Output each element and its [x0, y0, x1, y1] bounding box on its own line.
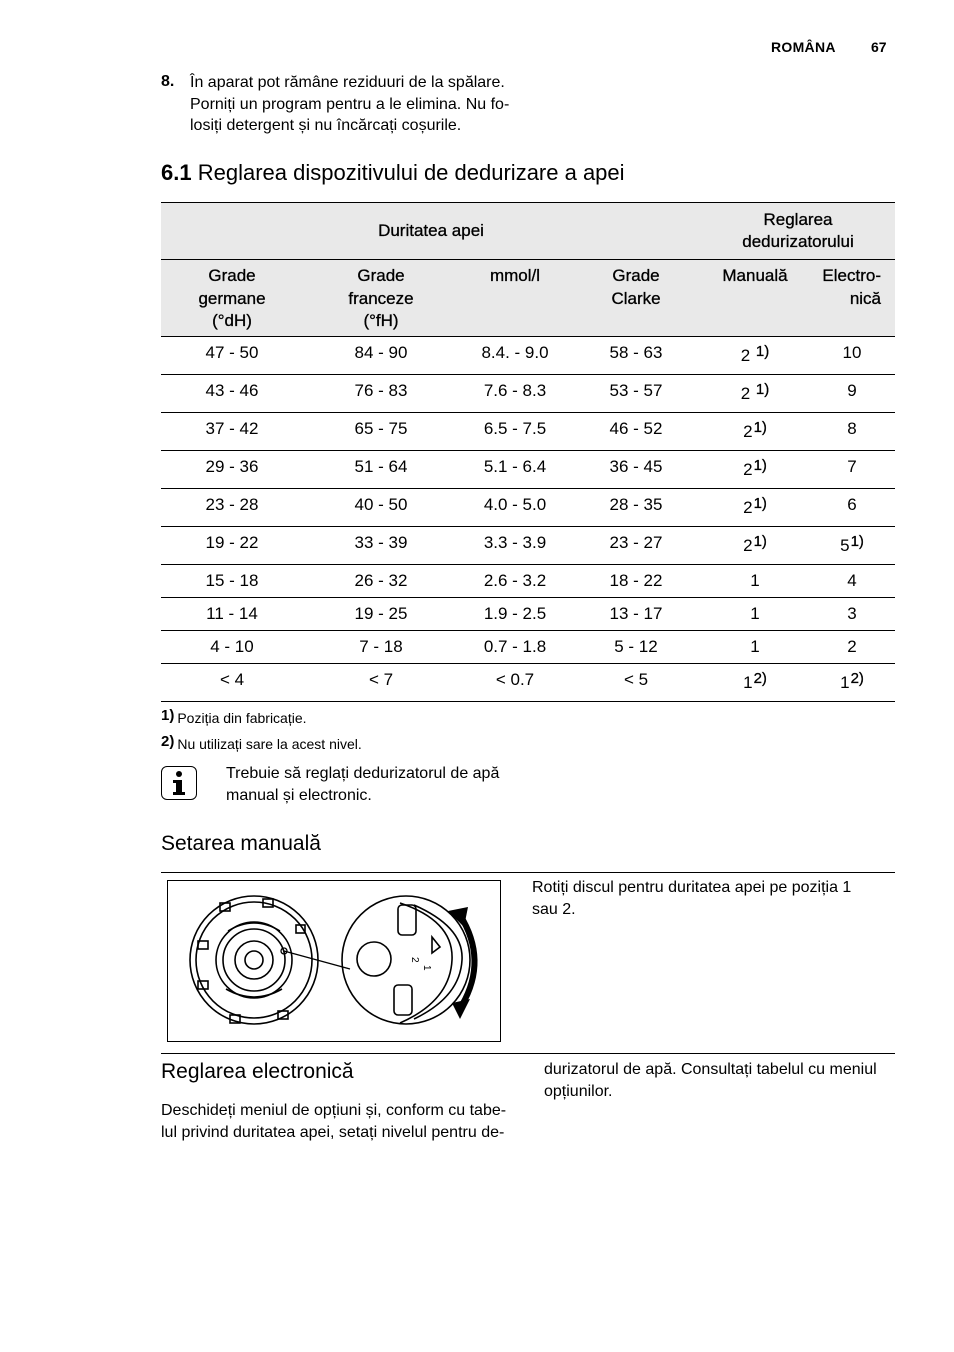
table-cell: < 0.7 [495, 670, 535, 689]
table-cell: 23 - 28 [205, 495, 259, 514]
column-header-line: Grade [208, 266, 256, 285]
table-row [161, 664, 895, 702]
table-cell [809, 337, 895, 375]
table-cell [701, 489, 809, 527]
setting-value: 2 [740, 346, 755, 365]
table-cell: 36 - 45 [609, 457, 663, 476]
electronic-line: lul privind duritatea apei, setați nivelul pentru de- [161, 1123, 505, 1141]
table-cell: < 5 [623, 670, 649, 689]
setting-value: 7 [847, 457, 857, 476]
column-header-line: mmol/l [489, 266, 541, 285]
footnote-ref: 1) [753, 457, 767, 474]
table-cell [701, 451, 809, 489]
table-cell: 8.4. - 9.0 [481, 343, 549, 362]
table-cell [809, 631, 895, 664]
divider [161, 872, 895, 873]
table-row [161, 565, 895, 598]
softener-dial-figure [167, 880, 501, 1042]
setting-value: 1 [750, 571, 760, 590]
footnote-mark: 2) [161, 733, 175, 750]
table-row [161, 413, 895, 451]
table-cell: 58 - 63 [609, 343, 663, 362]
column-header [459, 260, 571, 337]
table-cell [701, 337, 809, 375]
manual-setting-title: Setarea manuală [161, 832, 321, 855]
manual-line: Rotiți discul pentru duritatea apei pe poziția 1 [532, 879, 852, 896]
footnote-ref: 1) [753, 419, 767, 436]
setting-value: 2 [847, 637, 857, 656]
column-header-line: franceze [348, 288, 414, 308]
step-line: În aparat pot rămâne reziduuri de la spălare. [190, 74, 505, 91]
footnote-ref: 1) [850, 533, 864, 550]
footnote-text: Poziția din fabricație. [177, 710, 307, 726]
water-hardness-table [161, 202, 895, 702]
setting-value: 1 [750, 637, 760, 656]
table-cell: 5.1 - 6.4 [483, 457, 547, 476]
table-cell: 23 - 27 [609, 533, 663, 552]
table-cell: 40 - 50 [354, 495, 408, 514]
footnote-ref: 2) [753, 670, 767, 687]
section-title [161, 160, 625, 186]
step-text [190, 72, 520, 137]
table-cell [809, 598, 895, 631]
info-glyph [168, 770, 190, 796]
table-cell: 2.6 - 3.2 [483, 571, 547, 590]
column-header-line: Electro- [822, 266, 881, 285]
table-cell: 29 - 36 [205, 457, 259, 476]
setting-value: 2 [743, 536, 753, 555]
footnote-ref: 1) [755, 343, 770, 360]
table-cell: < 7 [368, 670, 394, 689]
column-header-line: Manuală [722, 266, 788, 285]
info-icon [161, 766, 197, 800]
info-text [226, 763, 526, 806]
table-cell: 7.6 - 8.3 [483, 381, 547, 400]
table-row [161, 375, 895, 413]
table-cell: 15 - 18 [205, 571, 259, 590]
table-cell: 47 - 50 [205, 343, 259, 362]
table-column-header-row [161, 260, 895, 337]
setting-value: 4 [847, 571, 857, 590]
electronic-line: opțiunilor. [544, 1082, 613, 1100]
divider [161, 1053, 895, 1054]
table-cell: 7 - 18 [359, 637, 403, 656]
electronic-line: Deschideți meniul de opțiuni și, conform cu tabe- [161, 1102, 507, 1119]
electronic-setting-text-left [161, 1100, 511, 1143]
setting-value: 2 [743, 422, 753, 441]
column-header-line: Grade [357, 266, 405, 285]
table-cell [809, 527, 895, 565]
column-header [161, 260, 303, 337]
table-group-header-row [161, 203, 895, 260]
table-cell [701, 664, 809, 702]
table-cell [701, 527, 809, 565]
column-header-line: germane [198, 288, 266, 308]
softener-dial-illustration [168, 881, 499, 1040]
table-cell: 19 - 22 [205, 533, 259, 552]
table-row [161, 598, 895, 631]
footnote-1 [161, 707, 307, 726]
setting-value: 5 [840, 536, 850, 555]
setting-value: 3 [847, 604, 857, 623]
table-cell: 0.7 - 1.8 [483, 637, 547, 656]
table-cell: 18 - 22 [609, 571, 663, 590]
footnote-ref: 1) [753, 495, 767, 512]
section-number: 6.1 [161, 160, 192, 185]
column-header-line: (°fH) [363, 311, 399, 330]
table-cell: < 4 [219, 670, 245, 689]
info-line: Trebuie să reglați dedurizatorul de apă [226, 765, 500, 782]
table-cell: 51 - 64 [354, 457, 408, 476]
table-cell: 5 - 12 [614, 637, 658, 656]
table-cell: 84 - 90 [354, 343, 408, 362]
footnote-mark: 1) [161, 707, 175, 724]
footnote-ref: 1) [753, 533, 767, 550]
section-title-text: Reglarea dispozitivului de dedurizare a apei [197, 160, 625, 185]
table-cell: 4.0 - 5.0 [483, 495, 547, 514]
table-cell [701, 375, 809, 413]
footnote-ref: 1) [755, 381, 770, 398]
header-hardness: Duritatea apei [378, 221, 484, 240]
setting-value: 9 [847, 381, 857, 400]
table-cell: 28 - 35 [609, 495, 663, 514]
step-line: losiți detergent și nu încărcați coșurile. [190, 117, 462, 134]
setting-value: 2 [743, 498, 753, 517]
table-cell [701, 598, 809, 631]
column-header-line: Clarke [611, 288, 661, 308]
table-cell: 19 - 25 [354, 604, 408, 623]
table-cell: 6.5 - 7.5 [483, 419, 547, 438]
table-row [161, 451, 895, 489]
column-header [303, 260, 459, 337]
info-line: manual și electronic. [226, 786, 372, 804]
table-cell: 65 - 75 [354, 419, 408, 438]
setting-value: 2 [743, 460, 753, 479]
table-row [161, 489, 895, 527]
footnote-2 [161, 733, 362, 752]
manual-setting-text [532, 877, 877, 920]
table-cell: 46 - 52 [609, 419, 663, 438]
column-header [571, 260, 701, 337]
table-cell [809, 664, 895, 702]
footnote-ref: 2) [850, 670, 864, 687]
table-cell [809, 565, 895, 598]
electronic-setting-text-right [544, 1059, 889, 1102]
table-cell: 76 - 83 [354, 381, 408, 400]
electronic-setting-title: Reglarea electronică [161, 1060, 354, 1083]
dial-label: 2 [409, 957, 420, 963]
table-cell: 3.3 - 3.9 [483, 533, 547, 552]
column-header [809, 260, 895, 337]
table-cell: 37 - 42 [205, 419, 259, 438]
setting-value: 1 [743, 673, 753, 692]
table-cell [701, 413, 809, 451]
table-cell: 43 - 46 [205, 381, 259, 400]
column-header [701, 260, 809, 337]
manual-line: sau 2. [532, 900, 576, 918]
step-number: 8. [161, 73, 175, 90]
setting-value: 6 [847, 495, 857, 514]
table-cell: 13 - 17 [609, 604, 663, 623]
step-line: Porniți un program pentru a le elimina. Nu fo- [190, 95, 510, 113]
table-cell [701, 565, 809, 598]
dial-label: 1 [421, 965, 432, 971]
table-row [161, 631, 895, 664]
column-header-line: (°dH) [212, 311, 252, 330]
table-cell: 26 - 32 [354, 571, 408, 590]
table-cell: 53 - 57 [609, 381, 663, 400]
electronic-line: durizatorul de apă. Consultați tabelul cu meniul [544, 1061, 877, 1078]
table-row [161, 527, 895, 565]
table-cell [809, 489, 895, 527]
setting-value: 8 [847, 419, 857, 438]
page-number: 67 [871, 39, 887, 55]
setting-value: 2 [740, 384, 755, 403]
table-cell [701, 631, 809, 664]
header-setting [701, 203, 895, 260]
column-header-line: nică [849, 288, 881, 308]
table-cell [809, 413, 895, 451]
header-setting-line: Reglarea [763, 210, 833, 229]
table-cell [809, 451, 895, 489]
table-cell: 1.9 - 2.5 [483, 604, 547, 623]
table-row [161, 337, 895, 375]
header-language: ROMÂNA [771, 39, 836, 55]
table-cell [809, 375, 895, 413]
column-header-line: Grade [612, 266, 660, 285]
setting-value: 10 [842, 343, 862, 362]
table-body [161, 337, 895, 702]
table-cell: 33 - 39 [354, 533, 408, 552]
table-cell: 11 - 14 [206, 604, 258, 623]
setting-value: 1 [840, 673, 850, 692]
header-setting-line: dedurizatorului [742, 232, 854, 251]
setting-value: 1 [750, 604, 760, 623]
table-cell: 4 - 10 [210, 637, 254, 656]
footnote-text: Nu utilizați sare la acest nivel. [177, 736, 362, 752]
